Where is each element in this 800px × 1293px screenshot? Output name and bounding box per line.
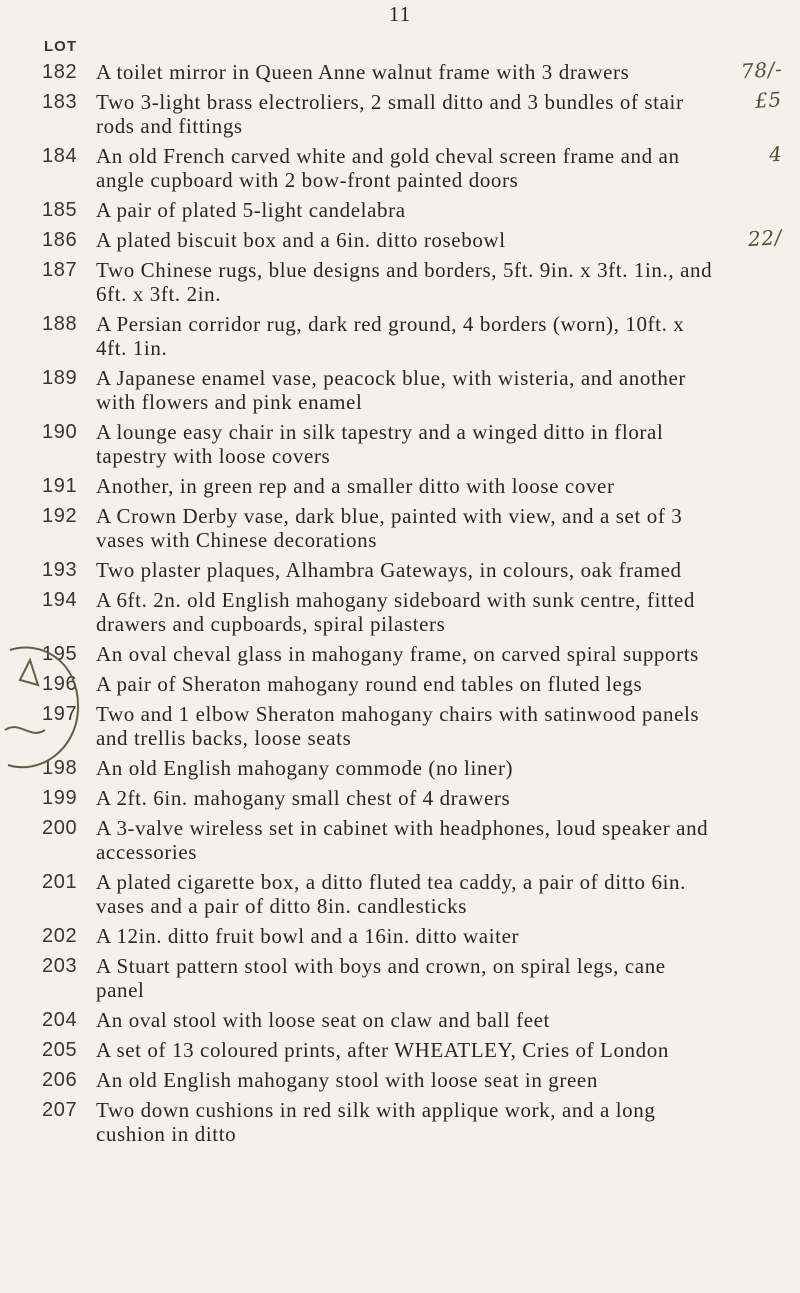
lot-entry [0,258,800,306]
lot-entry [0,558,800,582]
lot-entry [0,588,800,636]
lot-description: A Crown Derby vase, dark blue, painted with view, and a set of 3 vases with Chinese decorations [96,504,683,552]
lot-number: 184 [42,145,78,167]
lot-entry [0,224,800,252]
circular-stamp-mark [0,640,88,780]
lot-number: 199 [42,787,78,809]
lot-entry [0,924,800,948]
lot-description: Two plaster plaques, Alhambra Gateways, in colours, oak framed [96,558,682,582]
lot-description: An old French carved white and gold cheval screen frame and an angle cupboard with 2 bow-front painted doors [96,144,680,192]
lot-number: 183 [42,91,78,113]
page-number: 11 [388,2,412,26]
lot-entry [0,870,800,918]
lot-number: 196 [42,673,78,695]
lot-entry [0,56,800,84]
lot-description: A plated biscuit box and a 6in. ditto rosebowl [96,228,506,252]
lot-number: 189 [42,367,78,389]
lot-description: A set of 13 coloured prints, after WHEATLEY, Cries of London [96,1038,669,1062]
lot-number: 182 [42,61,78,83]
lot-number: 201 [42,871,78,893]
lot-entry [0,141,800,192]
lot-number: 206 [42,1069,78,1091]
lot-entry [0,1008,800,1032]
lot-number: 194 [42,589,78,611]
lot-number: 193 [42,559,78,581]
lot-description: A 12in. ditto fruit bowl and a 16in. ditto waiter [96,924,520,948]
lot-entry [0,756,800,780]
lot-entry [0,816,800,864]
lot-number: 198 [42,757,78,779]
lot-number: 192 [42,505,78,527]
lot-entry [0,786,800,810]
lot-description: A plated cigarette box, a ditto fluted tea caddy, a pair of ditto 6in. vases and a pair of ditto 8in. candlesticks [96,870,686,918]
lot-description: A Persian corridor rug, dark red ground, 4 borders (worn), 10ft. x 4ft. 1in. [96,312,685,360]
lot-number: 195 [42,643,78,665]
handwritten-price-note: 78/- [739,56,783,84]
lot-entry [0,672,800,696]
lot-number: 188 [42,313,78,335]
lot-entry [0,474,800,498]
lot-number: 191 [42,475,78,497]
lot-description: An oval stool with loose seat on claw and ball feet [96,1008,550,1032]
lot-description: Two 3-light brass electroliers, 2 small ditto and 3 bundles of stair rods and fittings [96,90,684,138]
lot-entry [0,954,800,1002]
lot-entry [0,1098,800,1146]
lot-entry [0,420,800,468]
lot-column-heading: LOT [44,38,77,55]
lot-description: Two and 1 elbow Sheraton mahogany chairs with satinwood panels and trellis backs, loose seats [96,702,700,750]
lot-number: 187 [42,259,78,281]
lot-description: A pair of plated 5-light candelabra [96,198,406,222]
lot-number: 190 [42,421,78,443]
lot-entry [0,1068,800,1092]
lot-number: 197 [42,703,78,725]
lot-description: Two down cushions in red silk with applique work, and a long cushion in ditto [96,1098,656,1146]
lot-entry [0,1038,800,1062]
lot-number: 207 [42,1099,78,1121]
lot-description: Another, in green rep and a smaller ditto with loose cover [96,474,615,498]
lot-number: 202 [42,925,78,947]
lot-description: A Japanese enamel vase, peacock blue, with wisteria, and another with flowers and pink enamel [96,366,687,414]
lot-description: A lounge easy chair in silk tapestry and a winged ditto in floral tapestry with loose covers [96,420,664,468]
handwritten-price-note: 4 [767,141,783,167]
lot-description: A 3-valve wireless set in cabinet with headphones, loud speaker and accessories [96,816,709,864]
lot-entry [0,366,800,414]
lot-number: 186 [42,229,78,251]
lot-number: 203 [42,955,78,977]
handwritten-price-note: 22/ [747,224,783,252]
lot-entry [0,198,800,222]
lot-entry [0,504,800,552]
lot-entry [0,642,800,666]
lot-description: Two Chinese rugs, blue designs and borders, 5ft. 9in. x 3ft. 1in., and 6ft. x 3ft. 2in. [96,258,713,306]
handwritten-price-note: £5 [754,87,783,113]
lot-entry [0,312,800,360]
lot-description: A 2ft. 6in. mahogany small chest of 4 drawers [96,786,511,810]
lot-number: 200 [42,817,78,839]
lot-entry [0,702,800,750]
lot-list [0,56,800,1152]
lot-description: A pair of Sheraton mahogany round end tables on fluted legs [96,672,643,696]
lot-number: 204 [42,1009,78,1031]
lot-description: An old English mahogany commode (no liner) [96,756,514,780]
lot-description: A 6ft. 2n. old English mahogany sideboard with sunk centre, fitted drawers and cupboards, spiral pilasters [96,588,695,636]
lot-number: 205 [42,1039,78,1061]
lot-description: An oval cheval glass in mahogany frame, on carved spiral supports [96,642,699,666]
lot-entry [0,87,800,138]
lot-description: An old English mahogany stool with loose seat in green [96,1068,598,1092]
lot-number: 185 [42,199,78,221]
lot-description: A Stuart pattern stool with boys and crown, on spiral legs, cane panel [96,954,666,1002]
lot-description: A toilet mirror in Queen Anne walnut frame with 3 drawers [96,60,630,84]
